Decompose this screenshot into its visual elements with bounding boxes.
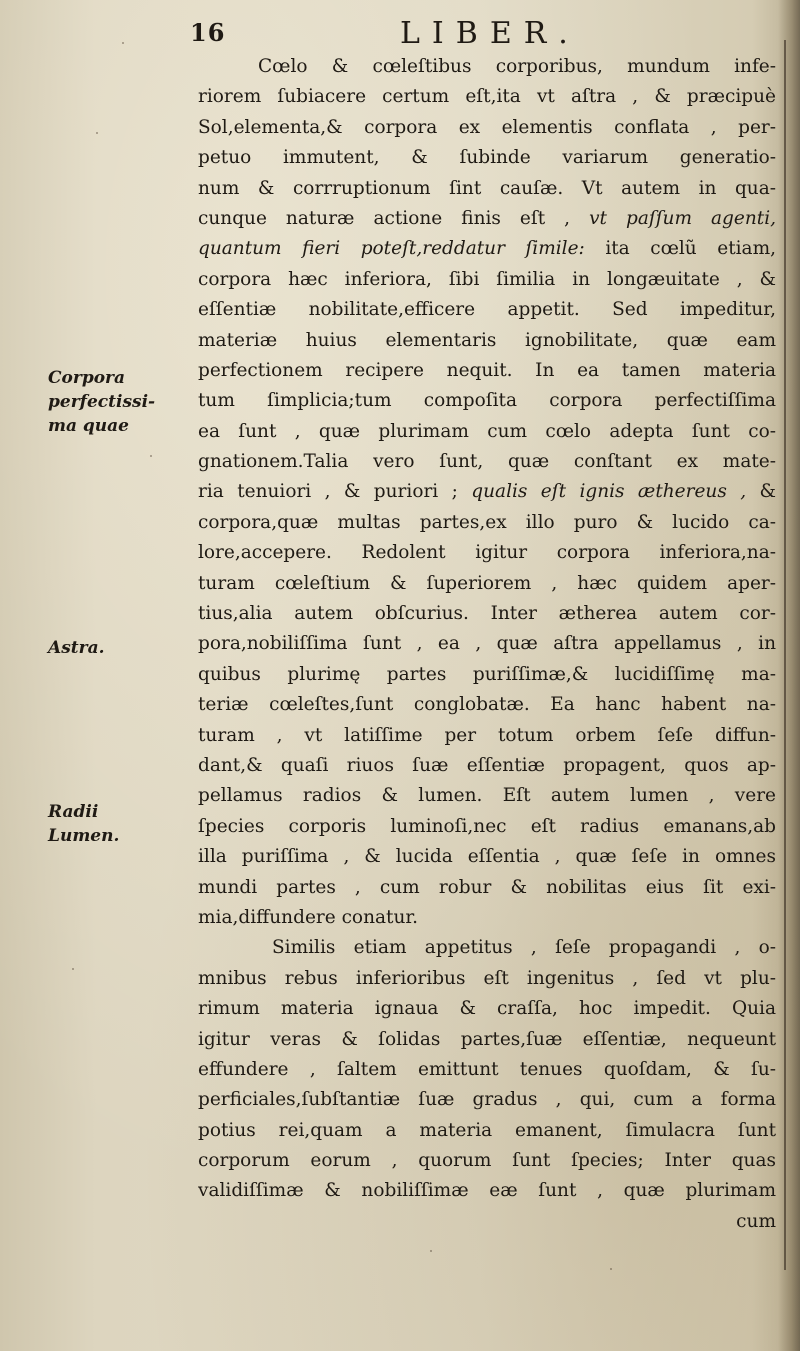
text-line: perfectionem recipere nequit. In ea tamen materia <box>198 359 776 381</box>
text-line: riorem ſubiacere certum eſt,ita vt aſtra , & præcipuè <box>198 86 776 108</box>
margin-note-corpora <box>48 366 155 438</box>
margin-note-line: ma quae <box>48 416 129 436</box>
text-line: mia,diffundere conatur. <box>198 906 419 928</box>
text-line: ea ſunt , quæ plurimam cum cœlo adepta ſunt co- <box>198 420 776 442</box>
text-line <box>198 477 776 507</box>
margin-note-line: Radii <box>48 802 99 822</box>
catchword: cum <box>736 1210 776 1232</box>
paper-speck <box>150 455 152 457</box>
text-line: igitur veras & ſolidas partes,ſuæ eſſentiæ, nequeunt <box>198 1028 776 1050</box>
text-line: gnationem.Talia vero ſunt, quæ conſtant ex mate- <box>198 451 776 473</box>
paper-speck <box>430 1250 432 1252</box>
margin-note-line: Corpora <box>48 368 126 388</box>
text-line: effundere , ſaltem emittunt tenues quoſdam, & ſu- <box>198 1058 776 1080</box>
paper-speck <box>72 968 74 970</box>
text-line: num & corrruptionum ſint cauſæ. Vt autem in qua- <box>198 177 776 199</box>
text-line: dant,& quaſi riuos ſuæ eſſentiæ propagent, quos ap- <box>198 754 776 776</box>
paper-speck <box>96 132 98 134</box>
text-line: ſpecies corporis luminoſi,nec eſt radius emanans,ab <box>198 815 776 837</box>
margin-note-line: perfectissi- <box>48 392 156 412</box>
page-edge-line <box>784 40 786 1270</box>
text-line: teriæ cœleſtes,ſunt conglobatæ. Ea hanc habent na- <box>198 694 776 716</box>
text-line: corporum eorum , quorum ſunt ſpecies; Inter quas <box>198 1150 776 1172</box>
text-line: rimum materia ignaua & craſſa, hoc impedit. Quia <box>198 998 776 1020</box>
body-text <box>198 52 776 1237</box>
text-line: Cœlo & cœleſtibus corporibus, mundum infe- <box>258 56 776 77</box>
text-line: corpora,quæ multas partes,ex illo puro & lucido ca- <box>198 511 776 533</box>
text-line: perficiales,ſubſtantiæ ſuæ gradus , qui, cum a forma <box>198 1089 776 1111</box>
text-segment: cunque naturæ actione finis eſt , <box>198 207 571 229</box>
text-line: corpora hæc inferiora, ſibi ſimilia in longæuitate , & <box>198 268 776 290</box>
text-line: lore,accepere. Redolent igitur corpora inferiora,na- <box>198 542 776 564</box>
italic-segment: quantum fieri poteſt,reddatur ſimile: <box>198 238 585 260</box>
text-line: mnibus rebus inferioribus eſt ingenitus , ſed vt plu- <box>198 967 776 989</box>
text-line: materiæ huius elementaris ignobilitate, quæ eam <box>198 329 776 351</box>
margin-note-astra <box>48 636 105 660</box>
margin-note-line: Astra. <box>48 638 105 658</box>
running-head: LIBER. <box>400 16 580 51</box>
text-segment: & <box>746 481 776 503</box>
text-line: Sol,elementa,& corpora ex elementis conflata , per- <box>198 116 776 138</box>
italic-segment: vt paſſum agenti, <box>589 207 776 229</box>
text-line <box>198 234 776 264</box>
text-line: mundi partes , cum robur & nobilitas eius ſit exi- <box>198 876 776 898</box>
text-line: quibus plurimę partes puriſſimæ,& lucidiſſimę ma- <box>198 663 776 685</box>
text-line: tum ſimplicia;tum compoſita corpora perfectiſſima <box>198 390 776 412</box>
text-line: petuo immutent, & ſubinde variarum generatio- <box>198 147 776 169</box>
page-edge-shadow <box>778 0 800 1351</box>
text-line: Similis etiam appetitus , ſeſe propagandi , o- <box>272 937 776 959</box>
paper-speck <box>122 42 124 44</box>
text-line: illa puriſſima , & lucida eſſentia , quæ ſeſe in omnes <box>198 846 776 868</box>
text-line: validiſſimæ & nobiliſſimæ eæ ſunt , quæ plurimam <box>198 1180 776 1202</box>
text-line: eſſentiæ nobilitate,efficere appetit. Sed impeditur, <box>198 299 776 321</box>
text-line: pellamus radios & lumen. Eſt autem lumen , vere <box>198 785 776 807</box>
page-header <box>190 14 770 54</box>
page-number: 16 <box>190 18 226 47</box>
text-line: tius,alia autem obſcurius. Inter ætherea autem cor- <box>198 603 776 625</box>
text-line <box>198 204 776 234</box>
text-segment: ria tenuiori , & puriori ; <box>198 481 458 503</box>
text-line: turam , vt latiſſime per totum orbem ſeſe diffun- <box>198 724 776 746</box>
text-line: potius rei,quam a materia emanent, ſimulacra ſunt <box>198 1119 776 1141</box>
margin-note-radii-lumen <box>48 800 119 848</box>
text-line: pora,nobiliſſima ſunt , ea , quæ aſtra appellamus , in <box>198 633 776 655</box>
margin-note-line: Lumen. <box>48 826 120 846</box>
paper-speck <box>610 1268 612 1270</box>
italic-segment: qualis eſt ignis æthereus , <box>471 481 747 503</box>
text-segment: ita cœlũ etiam, <box>584 238 776 260</box>
text-line: turam cœleſtium & ſuperiorem , hæc quidem aper- <box>198 572 776 594</box>
